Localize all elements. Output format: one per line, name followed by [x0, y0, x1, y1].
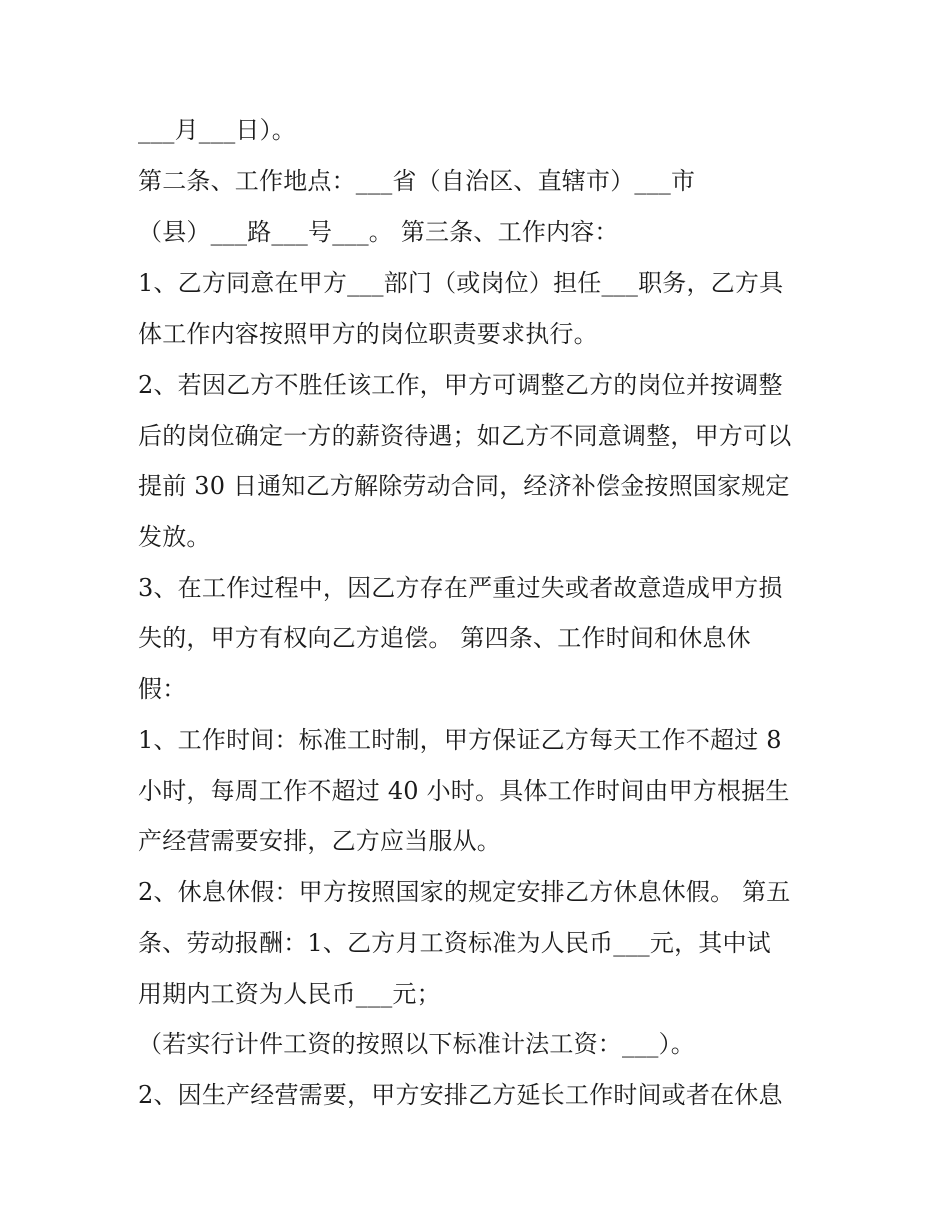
text-line: （县）___路___号___。 第三条、工作内容：: [138, 218, 619, 246]
text-line: 2、若因乙方不胜任该工作，甲方可调整乙方的岗位并按调整: [138, 371, 783, 399]
text-line: 提前 30 日通知乙方解除劳动合同，经济补偿金按照国家规定: [138, 472, 790, 500]
text-line: ___月___日）。: [138, 116, 296, 144]
text-line: 发放。: [138, 523, 211, 551]
text-line: 产经营需要安排，乙方应当服从。: [138, 827, 501, 855]
text-line: 1、乙方同意在甲方___部门（或岗位）担任___职务，乙方具: [138, 269, 784, 297]
text-line: 体工作内容按照甲方的岗位职责要求执行。: [138, 320, 598, 348]
text-line: 3、在工作过程中，因乙方存在严重过失或者故意造成甲方损: [138, 574, 783, 602]
text-line: 小时，每周工作不超过 40 小时。具体工作时间由甲方根据生: [138, 777, 790, 805]
text-line: 1、工作时间：标准工时制，甲方保证乙方每天工作不超过 8: [138, 726, 782, 754]
text-line: 用期内工资为人民币___元；: [138, 980, 441, 1008]
text-line: 2、休息休假：甲方按照国家的规定安排乙方休息休假。 第五: [138, 878, 791, 906]
text-line: 失的，甲方有权向乙方追偿。 第四条、工作时间和休息休: [138, 624, 751, 652]
text-line: 条、劳动报酬：1、乙方月工资标准为人民币___元，其中试: [138, 929, 771, 957]
text-line: 第二条、工作地点：___省（自治区、直辖市）___市: [138, 167, 696, 195]
text-line: （若实行计件工资的按照以下标准计法工资：___）。: [138, 1030, 695, 1058]
text-line: 假：: [138, 675, 187, 703]
text-line: 2、因生产经营需要，甲方安排乙方延长工作时间或者在休息: [138, 1081, 783, 1109]
text-line: 后的岗位确定一方的薪资待遇；如乙方不同意调整，甲方可以: [138, 422, 792, 450]
